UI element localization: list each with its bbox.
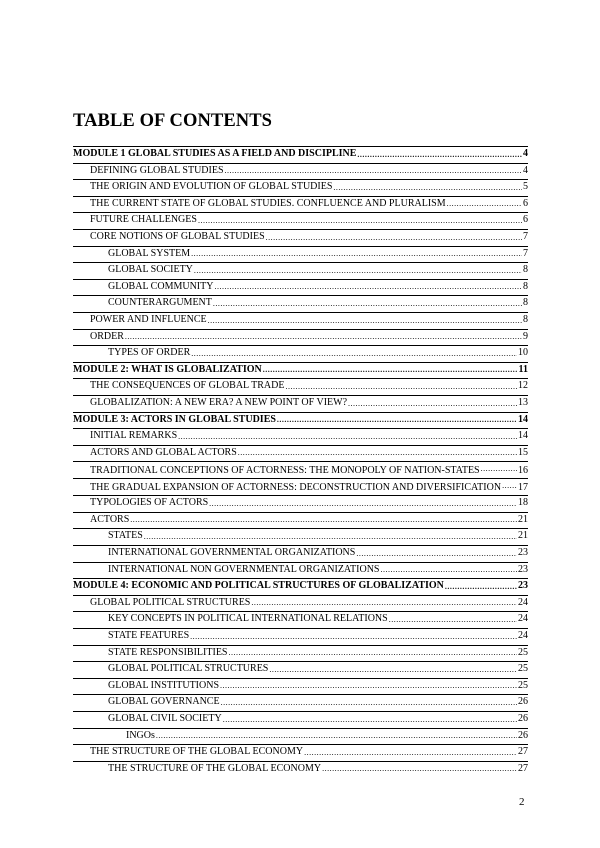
toc-dot-leader [125, 332, 522, 342]
toc-entry-page: 6 [523, 214, 528, 226]
toc-entry[interactable] [73, 645, 528, 662]
toc-entry-page: 17 [518, 481, 528, 493]
toc-entry[interactable] [73, 196, 528, 213]
toc-entry-title: MODULE 1 GLOBAL STUDIES AS A FIELD AND DISCIPLINE [73, 148, 357, 159]
page-number: 2 [519, 796, 525, 808]
toc-entry-page: 26 [518, 729, 528, 741]
toc-dot-leader [214, 282, 522, 292]
toc-entry[interactable] [73, 744, 528, 761]
toc-entry[interactable] [73, 246, 528, 263]
toc-entry-page: 23 [518, 547, 528, 559]
toc-entry[interactable] [73, 661, 528, 678]
toc-dot-leader [333, 183, 522, 193]
toc-dot-leader [389, 615, 517, 625]
toc-dot-leader [380, 565, 517, 575]
toc-entry-title: ACTORS [90, 513, 130, 525]
toc-dot-leader [348, 399, 517, 409]
toc-entry-title: INTERNATIONAL NON GOVERNMENTAL ORGANIZATIONS [108, 563, 380, 575]
toc-entry-title: KEY CONCEPTS IN POLITICAL INTERNATIONAL RELATIONS [108, 613, 388, 625]
toc-entry-title: THE STRUCTURE OF THE GLOBAL ECONOMY [108, 762, 322, 774]
toc-entry-page: 7 [523, 230, 528, 242]
toc-entry-page: 8 [523, 280, 528, 292]
toc-dot-leader [225, 166, 522, 176]
toc-entry-page: 18 [518, 497, 528, 509]
toc-dot-leader [190, 632, 517, 642]
toc-entry-title: TYPOLOGIES OF ACTORS [90, 497, 209, 509]
toc-entry-title: THE GRADUAL EXPANSION OF ACTORNESS: DECONSTRUCTION AND DIVERSIFICATION [90, 481, 502, 493]
toc-entry-title: GLOBAL POLITICAL STRUCTURES [108, 663, 269, 675]
toc-entry[interactable] [73, 212, 528, 229]
toc-entry-title: FUTURE CHALLENGES [90, 214, 197, 226]
toc-dot-leader [481, 464, 517, 474]
toc-entry-title: THE CONSEQUENCES OF GLOBAL TRADE [90, 380, 285, 392]
toc-entry[interactable] [73, 312, 528, 329]
toc-dot-leader [208, 316, 522, 326]
toc-entry-title: GLOBAL INSTITUTIONS [108, 679, 220, 691]
toc-entry[interactable] [73, 163, 528, 180]
toc-dot-leader [238, 448, 517, 458]
toc-entry[interactable] [73, 428, 528, 445]
toc-entry-page: 14 [518, 413, 528, 425]
toc-dot-leader [445, 582, 517, 592]
toc-entry-page: 7 [523, 247, 528, 259]
toc-entry-page: 13 [518, 396, 528, 408]
toc-entry-page: 16 [518, 464, 528, 476]
toc-entry-page: 21 [518, 513, 528, 525]
toc-entry-title: CORE NOTIONS OF GLOBAL STUDIES [90, 230, 265, 242]
toc-entry-page: 9 [523, 330, 528, 342]
toc-entry-page: 8 [523, 297, 528, 309]
toc-entry[interactable] [73, 378, 528, 395]
toc-entry-page: 6 [523, 197, 528, 209]
toc-dot-leader [198, 216, 522, 226]
toc-entry-page: 27 [518, 746, 528, 758]
toc-entry-title: MODULE 3: ACTORS IN GLOBAL STUDIES [73, 413, 276, 425]
toc-entry[interactable] [73, 678, 528, 695]
toc-entry[interactable] [73, 611, 528, 628]
toc-dot-leader [269, 665, 517, 675]
toc-entry[interactable] [73, 495, 528, 512]
toc-entry-title: ORDER [90, 330, 124, 342]
toc-entry[interactable] [73, 478, 528, 495]
toc-dot-leader [447, 199, 522, 209]
toc-dot-leader [277, 415, 517, 425]
toc-dot-leader [213, 299, 522, 309]
toc-entry[interactable] [73, 694, 528, 711]
toc-dot-leader [357, 150, 522, 160]
toc-entry-page: 26 [518, 696, 528, 708]
toc-entry[interactable] [73, 512, 528, 529]
toc-entry[interactable] [73, 711, 528, 728]
toc-entry[interactable] [73, 578, 528, 595]
toc-dot-leader [221, 698, 517, 708]
toc-entry[interactable] [73, 329, 528, 346]
toc-entry-title: GLOBAL CIVIL SOCIETY [108, 713, 222, 724]
toc-entry-title: COUNTERARGUMENT [108, 297, 212, 309]
toc-entry[interactable] [73, 728, 528, 745]
toc-dot-leader [322, 764, 517, 774]
toc-dot-leader [251, 598, 517, 608]
toc-entry-page: 12 [518, 380, 528, 392]
toc-entry-page: 21 [518, 530, 528, 542]
toc-dot-leader [304, 748, 517, 758]
toc-entry[interactable] [73, 562, 528, 579]
toc-entry-title: STATE FEATURES [108, 630, 190, 642]
toc-entry-page: 24 [518, 613, 528, 625]
toc-entry-title: THE CURRENT STATE OF GLOBAL STUDIES. CONFLUENCE AND PLURALISM [90, 197, 446, 209]
toc-entry-page: 25 [518, 663, 528, 675]
toc-entry-title: GLOBAL SOCIETY [108, 264, 193, 276]
toc-entry-title: THE ORIGIN AND EVOLUTION OF GLOBAL STUDIES [90, 181, 333, 193]
toc-entry-title: INGOs [126, 729, 155, 741]
toc-entry-title: INITIAL REMARKS [90, 430, 178, 442]
toc-dot-leader [502, 481, 517, 491]
toc-dot-leader [156, 731, 517, 741]
toc-entry-page: 25 [518, 646, 528, 658]
toc-entry-page: 8 [523, 313, 528, 325]
toc-entry-page: 24 [518, 596, 528, 608]
toc-entry[interactable] [73, 461, 528, 478]
toc-entry-page: 11 [518, 363, 528, 375]
toc-entry-title: GLOBALIZATION: A NEW ERA? A NEW POINT OF VIEW? [90, 396, 348, 408]
toc-entry-page: 23 [518, 580, 528, 592]
page-title: TABLE OF CONTENTS [73, 111, 273, 131]
toc-entry[interactable] [73, 295, 528, 312]
toc-entry-title: INTERNATIONAL GOVERNMENTAL ORGANIZATIONS [108, 547, 356, 559]
toc-entry-page: 24 [518, 630, 528, 642]
toc-entry[interactable] [73, 628, 528, 645]
table-of-contents [73, 146, 528, 777]
toc-entry[interactable] [73, 595, 528, 612]
toc-entry-title: ACTORS AND GLOBAL ACTORS [90, 446, 237, 458]
toc-entry[interactable] [73, 362, 528, 379]
toc-entry-page: 14 [518, 430, 528, 442]
toc-entry-title: STATE RESPONSIBILITIES [108, 646, 228, 658]
toc-entry[interactable] [73, 761, 528, 778]
toc-entry-title: DEFINING GLOBAL STUDIES [90, 164, 224, 176]
toc-entry[interactable] [73, 412, 528, 429]
toc-entry-page: 5 [523, 181, 528, 193]
toc-entry-title: GLOBAL POLITICAL STRUCTURES [90, 596, 251, 608]
toc-entry-page: 4 [523, 148, 528, 159]
toc-entry-page: 15 [518, 446, 528, 458]
toc-entry[interactable] [73, 445, 528, 462]
toc-entry-page: 27 [518, 762, 528, 774]
toc-dot-leader [266, 233, 522, 243]
toc-entry-title: TRADITIONAL CONCEPTIONS OF ACTORNESS: THE MONOPOLY OF NATION-STATES [90, 464, 480, 476]
toc-entry-title: GLOBAL SYSTEM [108, 247, 191, 259]
toc-entry-title: THE STRUCTURE OF THE GLOBAL ECONOMY [90, 746, 304, 758]
toc-entry[interactable] [73, 279, 528, 296]
toc-dot-leader [130, 515, 517, 525]
toc-dot-leader [285, 382, 517, 392]
toc-entry-title: GLOBAL GOVERNANCE [108, 696, 220, 708]
toc-dot-leader [178, 432, 517, 442]
toc-entry[interactable] [73, 345, 528, 362]
toc-dot-leader [144, 532, 517, 542]
toc-dot-leader [194, 266, 522, 276]
toc-entry[interactable] [73, 229, 528, 246]
toc-entry-title: POWER AND INFLUENCE [90, 313, 207, 325]
toc-entry-page: 23 [518, 563, 528, 575]
toc-entry-page: 4 [523, 164, 528, 176]
toc-entry-page: 26 [518, 713, 528, 724]
toc-entry-title: TYPES OF ORDER [108, 347, 191, 359]
toc-entry-title: STATES [108, 530, 143, 542]
toc-entry-page: 25 [518, 679, 528, 691]
toc-dot-leader [191, 349, 517, 359]
toc-entry[interactable] [73, 146, 528, 163]
toc-dot-leader [191, 249, 522, 259]
toc-dot-leader [209, 499, 517, 509]
toc-dot-leader [223, 715, 517, 725]
toc-dot-leader [263, 365, 518, 375]
toc-dot-leader [220, 681, 517, 691]
toc-entry[interactable] [73, 528, 528, 545]
toc-entry[interactable] [73, 545, 528, 562]
toc-entry-page: 8 [523, 264, 528, 276]
toc-entry[interactable] [73, 262, 528, 279]
toc-dot-leader [228, 648, 517, 658]
toc-entry-title: MODULE 2: WHAT IS GLOBALIZATION [73, 363, 262, 375]
toc-entry[interactable] [73, 395, 528, 412]
toc-entry-title: MODULE 4: ECONOMIC AND POLITICAL STRUCTURES OF GLOBALIZATION [73, 580, 444, 592]
toc-entry[interactable] [73, 179, 528, 196]
toc-dot-leader [356, 549, 517, 559]
toc-entry-title: GLOBAL COMMUNITY [108, 280, 214, 292]
toc-entry-page: 10 [518, 347, 528, 359]
